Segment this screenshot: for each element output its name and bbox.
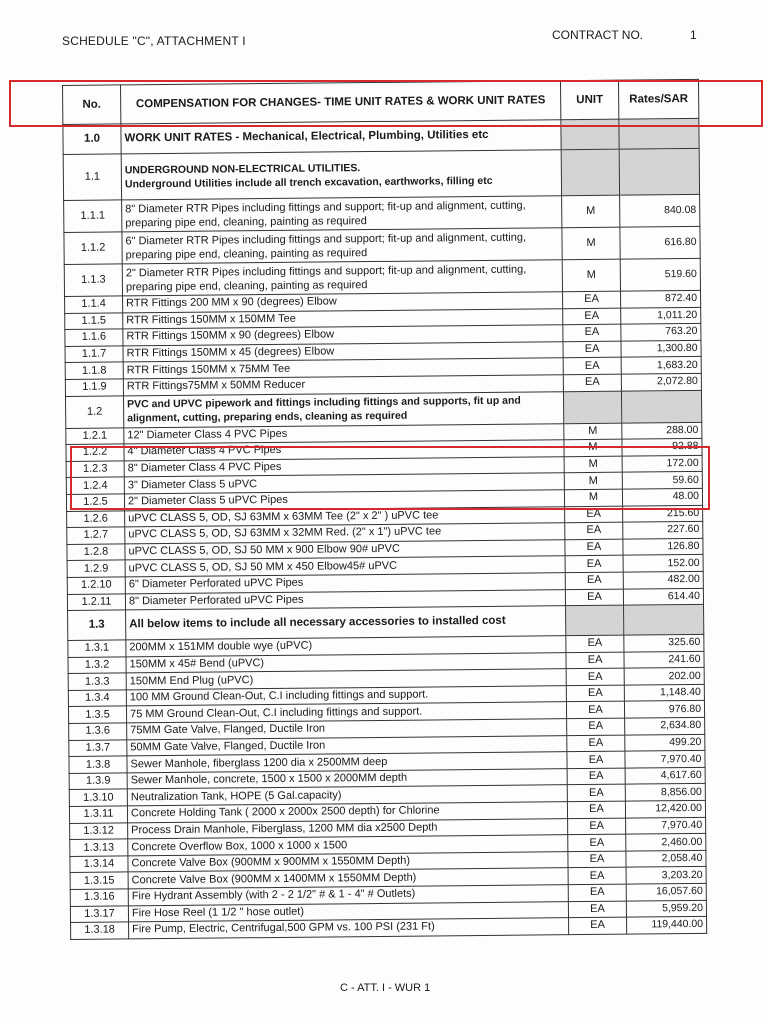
row-unit: EA bbox=[565, 522, 623, 539]
row-rate: 482.00 bbox=[623, 571, 703, 588]
rates-sheet bbox=[62, 79, 706, 940]
row-description: RTR Fittings 150MM x 45 (degrees) Elbow bbox=[123, 341, 563, 362]
row-rate: 3,203.20 bbox=[626, 867, 706, 884]
row-description: 75 MM Ground Clean-Out, C.I including fittings and support. bbox=[126, 702, 566, 723]
row-rate: 16,057.60 bbox=[626, 883, 706, 900]
row-unit bbox=[566, 605, 624, 636]
row-unit: EA bbox=[563, 374, 621, 391]
row-description: uPVC CLASS 5, OD, SJ 50 MM x 900 Elbow 90# uPVC bbox=[125, 539, 565, 560]
schedule-label: SCHEDULE "C", ATTACHMENT I bbox=[62, 34, 246, 48]
row-rate: 5,959.20 bbox=[626, 900, 706, 917]
row-number: 1.3.1 bbox=[68, 640, 126, 657]
row-rate: 840.08 bbox=[620, 194, 700, 227]
row-unit: M bbox=[562, 259, 620, 292]
row-number: 1.3.8 bbox=[69, 756, 127, 773]
row-number: 1.1.5 bbox=[65, 313, 123, 330]
row-description: Concrete Overflow Box, 1000 x 1000 x 1500 bbox=[128, 835, 568, 856]
row-description: All below items to include all necessary accessories to installed cost bbox=[126, 606, 566, 640]
row-unit: EA bbox=[568, 884, 626, 901]
row-number: 1.2.8 bbox=[67, 544, 125, 561]
row-unit: EA bbox=[565, 572, 623, 589]
row-rate bbox=[619, 148, 699, 195]
row-description: 100 MM Ground Clean-Out, C.I including fittings and support. bbox=[126, 686, 566, 707]
row-description: PVC and UPVC pipework and fittings including fittings and supports, fit up and alignment, cutting, preparing ends, cleaning as required bbox=[123, 391, 563, 427]
row-unit: EA bbox=[567, 751, 625, 768]
row-unit: EA bbox=[568, 851, 626, 868]
row-description: 2" Diameter RTR Pipes including fittings and support; fit-up and alignment, cutting, preparing pipe end, cleaning, painting as required bbox=[122, 260, 562, 296]
row-description: Sewer Manhole, concrete, 1500 x 1500 x 2000MM depth bbox=[127, 769, 567, 790]
row-rate: 7,970.40 bbox=[626, 817, 706, 834]
page-number: 1 bbox=[690, 28, 697, 42]
row-unit: EA bbox=[569, 917, 627, 934]
row-unit: EA bbox=[567, 785, 625, 802]
row-rate: 152.00 bbox=[623, 555, 703, 572]
table-body bbox=[63, 118, 707, 939]
row-number: 1.1.6 bbox=[65, 329, 123, 346]
row-unit: EA bbox=[567, 735, 625, 752]
row-rate: 288.00 bbox=[622, 422, 702, 439]
row-number: 1.3 bbox=[68, 610, 126, 641]
row-rate: 499.20 bbox=[625, 734, 705, 751]
row-description: 150MM x 45# Bend (uPVC) bbox=[126, 652, 566, 673]
row-rate: 4,617.60 bbox=[625, 767, 705, 784]
row-number: 1.1.1 bbox=[64, 200, 122, 233]
row-unit: EA bbox=[566, 635, 624, 652]
row-unit: EA bbox=[568, 818, 626, 835]
row-rate: 872.40 bbox=[621, 290, 701, 307]
header-unit: UNIT bbox=[560, 80, 618, 120]
row-unit: EA bbox=[563, 358, 621, 375]
row-number: 1.3.9 bbox=[69, 773, 127, 790]
row-unit: EA bbox=[567, 718, 625, 735]
row-rate: 976.80 bbox=[624, 701, 704, 718]
row-number: 1.2 bbox=[65, 395, 123, 428]
row-unit: EA bbox=[565, 506, 623, 523]
row-unit: EA bbox=[568, 834, 626, 851]
row-number: 1.1.9 bbox=[65, 379, 123, 396]
row-rate: 172.00 bbox=[622, 455, 702, 472]
row-rate bbox=[624, 604, 704, 635]
row-description: uPVC CLASS 5, OD, SJ 63MM x 63MM Tee (2" x 2" ) uPVC tee bbox=[125, 506, 565, 527]
row-number: 1.3.4 bbox=[68, 690, 126, 707]
table-header-row bbox=[63, 79, 699, 124]
row-unit: EA bbox=[565, 555, 623, 572]
row-number: 1.1.8 bbox=[65, 362, 123, 379]
row-number: 1.3.2 bbox=[68, 657, 126, 674]
row-number: 1.2.5 bbox=[66, 494, 124, 511]
row-rate: 1,683.20 bbox=[621, 357, 701, 374]
row-number: 1.2.4 bbox=[66, 477, 124, 494]
row-unit bbox=[563, 391, 621, 424]
row-unit: M bbox=[564, 489, 622, 506]
row-rate: 227.60 bbox=[623, 521, 703, 538]
row-rate: 2,634.80 bbox=[625, 717, 705, 734]
row-unit: EA bbox=[563, 308, 621, 325]
contract-label: CONTRACT NO. bbox=[552, 28, 644, 42]
row-description: 3" Diameter Class 5 uPVC bbox=[124, 473, 564, 494]
row-unit bbox=[561, 149, 619, 196]
row-unit: EA bbox=[565, 539, 623, 556]
row-rate: 126.80 bbox=[623, 538, 703, 555]
row-number: 1.1.7 bbox=[65, 346, 123, 363]
row-number: 1.0 bbox=[63, 124, 121, 155]
row-unit: M bbox=[562, 195, 620, 228]
row-description: WORK UNIT RATES - Mechanical, Electrical, Plumbing, Utilities etc bbox=[121, 120, 561, 154]
row-unit: EA bbox=[566, 652, 624, 669]
row-description: Fire Hose Reel (1 1/2 " hose outlet) bbox=[128, 901, 568, 922]
row-rate bbox=[619, 118, 699, 149]
row-number: 1.2.10 bbox=[67, 577, 125, 594]
row-description: 12" Diameter Class 4 PVC Pipes bbox=[124, 423, 564, 444]
row-unit: M bbox=[564, 456, 622, 473]
row-description: RTR Fittings75MM x 50MM Reducer bbox=[123, 375, 563, 396]
row-rate: 119,440.00 bbox=[627, 917, 707, 934]
row-unit: EA bbox=[566, 702, 624, 719]
row-number: 1.1.3 bbox=[64, 264, 122, 297]
subsection-row bbox=[63, 148, 699, 200]
row-unit: EA bbox=[563, 341, 621, 358]
row-description: Concrete Valve Box (900MM x 1400MM x 1550MM Depth) bbox=[128, 868, 568, 889]
row-number: 1.2.7 bbox=[67, 527, 125, 544]
row-unit: EA bbox=[567, 768, 625, 785]
row-unit: EA bbox=[563, 291, 621, 308]
row-description: 6" Diameter Perforated uPVC Pipes bbox=[125, 573, 565, 594]
row-unit: EA bbox=[566, 668, 624, 685]
row-description: Concrete Valve Box (900MM x 900MM x 1550MM Depth) bbox=[128, 851, 568, 872]
row-number: 1.3.12 bbox=[70, 823, 128, 840]
row-description: 50MM Gate Valve, Flanged, Ductile Iron bbox=[127, 735, 567, 756]
row-description: RTR Fittings 150MM x 90 (degrees) Elbow bbox=[123, 325, 563, 346]
row-description: 75MM Gate Valve, Flanged, Ductile Iron bbox=[127, 719, 567, 740]
row-description: 6" Diameter RTR Pipes including fittings and support; fit-up and alignment, cutting, preparing pipe end, cleaning, painting as required bbox=[122, 228, 562, 264]
row-description: Concrete Holding Tank ( 2000 x 2000x 2500 depth) for Chlorine bbox=[127, 802, 567, 823]
row-number: 1.2.11 bbox=[67, 593, 125, 610]
row-rate: 92.88 bbox=[622, 439, 702, 456]
row-description: uPVC CLASS 5, OD, SJ 63MM x 32MM Red. (2" x 1") uPVC tee bbox=[125, 523, 565, 544]
row-number: 1.2.1 bbox=[66, 427, 124, 444]
row-number: 1.3.13 bbox=[70, 839, 128, 856]
row-rate: 1,011.20 bbox=[621, 307, 701, 324]
row-description: RTR Fittings 200 MM x 90 (degrees) Elbow bbox=[123, 292, 563, 313]
row-unit: M bbox=[562, 227, 620, 260]
header-no: No. bbox=[63, 85, 121, 125]
row-unit: M bbox=[564, 472, 622, 489]
row-description: Fire Hydrant Assembly (with 2 - 2 1/2" # & 1 - 4" # Outlets) bbox=[128, 885, 568, 906]
row-description: UNDERGROUND NON-ELECTRICAL UTILITIES. Underground Utilities include all trench excavation, earthworks, filling etc bbox=[121, 150, 561, 200]
row-description: RTR Fittings 150MM x 150MM Tee bbox=[123, 308, 563, 329]
row-unit: EA bbox=[565, 589, 623, 606]
row-number: 1.3.10 bbox=[69, 789, 127, 806]
row-number: 1.3.3 bbox=[68, 673, 126, 690]
row-description: Process Drain Manhole, Fiberglass, 1200 MM dia x2500 Depth bbox=[128, 818, 568, 839]
row-rate: 2,072.80 bbox=[621, 373, 701, 390]
row-number: 1.3.7 bbox=[69, 740, 127, 757]
row-unit: M bbox=[564, 439, 622, 456]
row-number: 1.1 bbox=[63, 154, 121, 201]
row-rate: 1,148.40 bbox=[624, 684, 704, 701]
row-description: Fire Pump, Electric, Centrifugal,500 GPM vs. 100 PSI (231 Ft) bbox=[129, 918, 569, 939]
row-number: 1.1.4 bbox=[65, 296, 123, 313]
row-description: 4" Diameter Class 4 PVC Pipes bbox=[124, 440, 564, 461]
row-rate: 1,300.80 bbox=[621, 340, 701, 357]
row-unit: EA bbox=[566, 685, 624, 702]
row-description: 8" Diameter Perforated uPVC Pipes bbox=[125, 589, 565, 610]
row-unit: EA bbox=[563, 324, 621, 341]
row-rate: 616.80 bbox=[620, 226, 700, 259]
header-description: COMPENSATION FOR CHANGES- TIME UNIT RATES & WORK UNIT RATES bbox=[121, 81, 561, 124]
row-rate: 48.00 bbox=[622, 488, 702, 505]
row-unit: EA bbox=[568, 901, 626, 918]
row-description: uPVC CLASS 5, OD, SJ 50 MM x 450 Elbow45# uPVC bbox=[125, 556, 565, 577]
row-rate: 241.60 bbox=[624, 651, 704, 668]
row-number: 1.3.11 bbox=[69, 806, 127, 823]
row-number: 1.3.14 bbox=[70, 856, 128, 873]
row-description: 2" Diameter Class 5 uPVC Pipes bbox=[124, 490, 564, 511]
page-footer: C - ATT. I - WUR 1 bbox=[340, 982, 431, 994]
row-number: 1.2.3 bbox=[66, 461, 124, 478]
rates-table bbox=[62, 79, 707, 940]
row-unit bbox=[561, 119, 619, 150]
row-description: 8" Diameter RTR Pipes including fittings and support; fit-up and alignment, cutting, preparing pipe end, cleaning, painting as required bbox=[122, 196, 562, 232]
row-description: Neutralization Tank, HOPE (5 Gal.capacity) bbox=[127, 785, 567, 806]
row-rate: 12,420.00 bbox=[625, 800, 705, 817]
row-number: 1.3.15 bbox=[70, 872, 128, 889]
row-number: 1.2.2 bbox=[66, 444, 124, 461]
row-description: Sewer Manhole, fiberglass 1200 dia x 2500MM deep bbox=[127, 752, 567, 773]
row-number: 1.3.5 bbox=[68, 706, 126, 723]
row-number: 1.2.6 bbox=[67, 510, 125, 527]
row-rate: 59.60 bbox=[622, 472, 702, 489]
row-rate: 8,856.00 bbox=[625, 784, 705, 801]
row-unit: M bbox=[564, 423, 622, 440]
row-rate bbox=[621, 390, 701, 423]
header-rate: Rates/SAR bbox=[618, 79, 698, 119]
row-number: 1.3.17 bbox=[70, 905, 128, 922]
row-number: 1.1.2 bbox=[64, 232, 122, 265]
row-rate: 763.20 bbox=[621, 324, 701, 341]
row-description: RTR Fittings 150MM x 75MM Tee bbox=[123, 358, 563, 379]
row-number: 1.3.16 bbox=[70, 889, 128, 906]
row-rate: 614.40 bbox=[623, 588, 703, 605]
row-rate: 7,970.40 bbox=[625, 751, 705, 768]
row-number: 1.3.6 bbox=[69, 723, 127, 740]
row-rate: 2,460.00 bbox=[626, 834, 706, 851]
row-description: 8" Diameter Class 4 PVC Pipes bbox=[124, 456, 564, 477]
row-description: 200MM x 151MM double wye (uPVC) bbox=[126, 636, 566, 657]
row-rate: 202.00 bbox=[624, 668, 704, 685]
row-unit: EA bbox=[567, 801, 625, 818]
row-number: 1.2.9 bbox=[67, 560, 125, 577]
row-rate: 2,058.40 bbox=[626, 850, 706, 867]
row-unit: EA bbox=[568, 868, 626, 885]
row-rate: 519.60 bbox=[620, 258, 700, 291]
row-number: 1.3.18 bbox=[71, 922, 129, 939]
row-description: 150MM End Plug (uPVC) bbox=[126, 669, 566, 690]
row-rate: 325.60 bbox=[624, 634, 704, 651]
row-rate: 215.60 bbox=[623, 505, 703, 522]
